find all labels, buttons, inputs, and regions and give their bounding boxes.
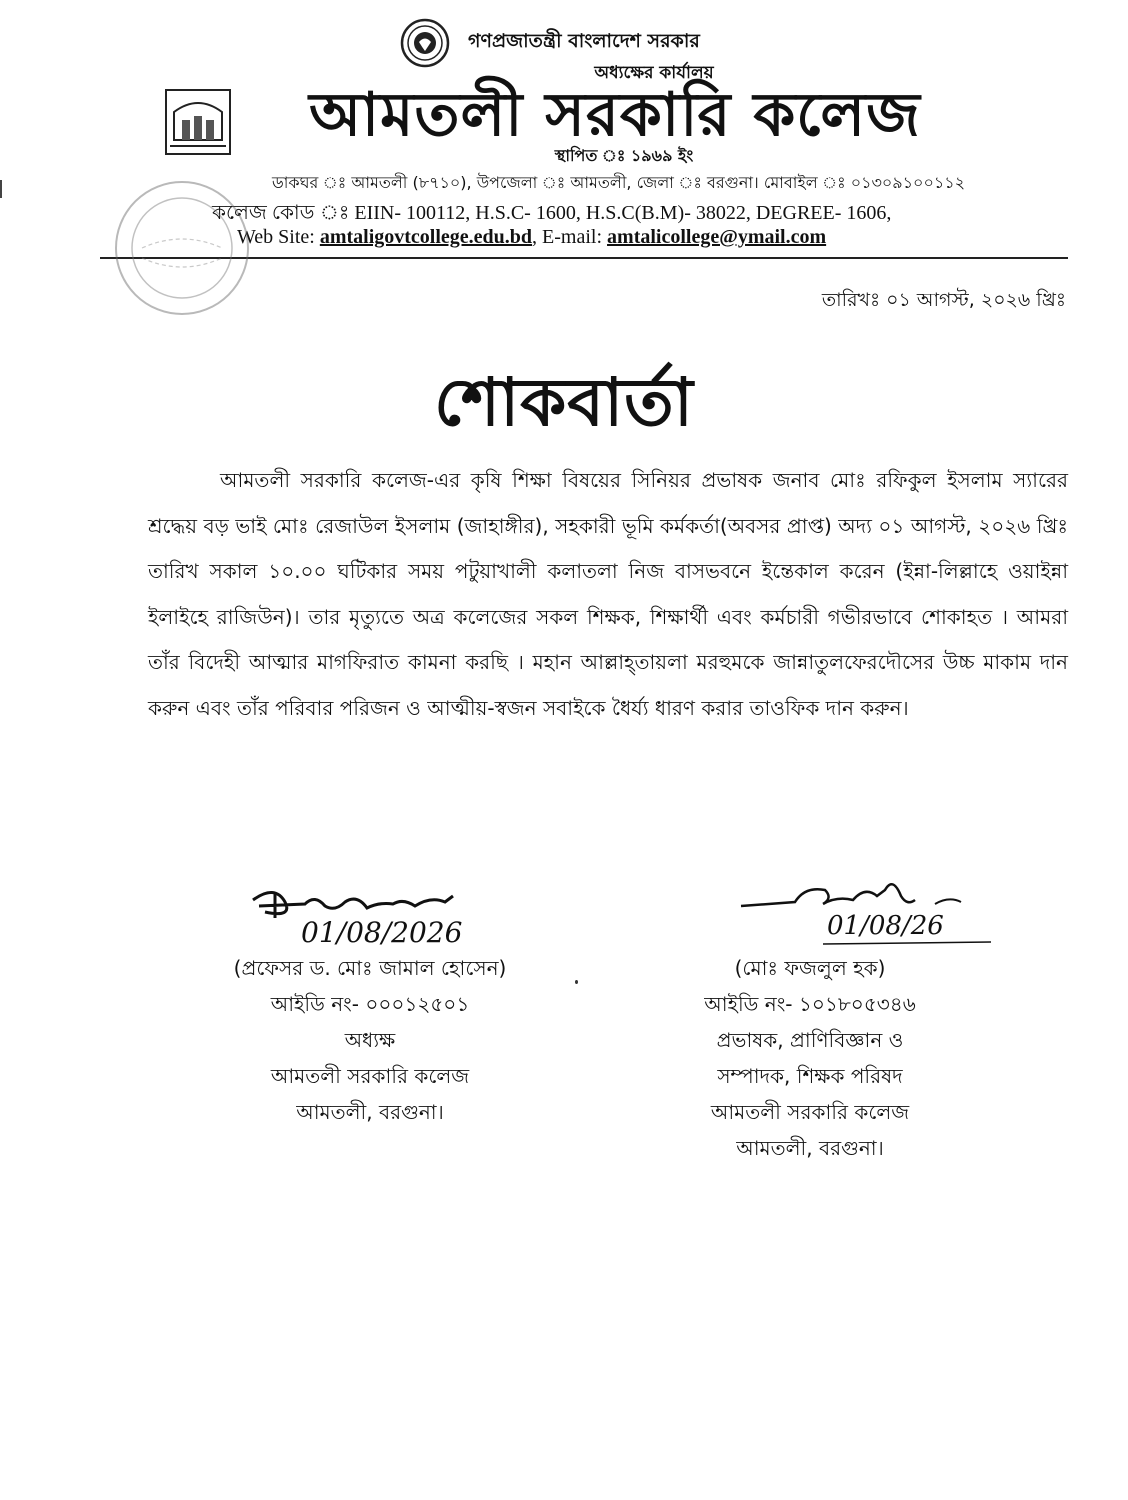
secretary-id: আইডি নং- ১০১৮০৫৩৪৬	[704, 992, 916, 1016]
principal-id: আইডি নং- ০০০১২৫০১	[270, 992, 470, 1016]
principal-name: (প্রফেসর ড. মোঃ জামাল হোসেন)	[233, 956, 507, 980]
principal-institution: আমতলী সরকারি কলেজ	[270, 1064, 470, 1088]
secretary-signature-block	[600, 950, 1020, 1166]
letter-date: তারিখঃ ০১ আগস্ট, ২০২৬ খ্রিঃ	[821, 289, 1066, 311]
established-year: স্থাপিত ঃ ১৯৬৯ ইং	[554, 146, 694, 165]
principal-location: আমতলী, বরগুনা।	[296, 1100, 444, 1124]
scan-speck	[575, 980, 578, 984]
secretary-institution: আমতলী সরকারি কলেজ	[710, 1100, 910, 1124]
email-link[interactable]: amtalicollege@ymail.com	[607, 226, 827, 248]
college-address: ডাকঘর ঃ আমতলী (৮৭১০), উপজেলা ঃ আমতলী, জেলা ঃ বরগুনা। মোবাইল ঃ ০১৩০৯১০০১১২	[272, 173, 966, 192]
email-label: , E-mail:	[532, 226, 603, 248]
principal-signature-icon	[245, 872, 475, 952]
principal-signature-date: 01/08/2026	[301, 916, 463, 949]
college-name: আমতলী সরকারি কলেজ	[309, 80, 921, 150]
round-office-seal-icon	[112, 178, 252, 318]
government-title: গণপ্রজাতন্ত্রী বাংলাদেশ সরকার	[468, 30, 700, 52]
principal-designation: অধ্যক্ষ	[344, 1028, 396, 1052]
secretary-name: (মোঃ ফজলুল হক)	[734, 956, 886, 980]
principal-signature-block	[150, 950, 590, 1130]
secretary-signature-icon	[735, 856, 995, 951]
letter-heading: শোকবার্তা	[434, 364, 694, 441]
web-label: Web Site:	[237, 226, 315, 248]
condolence-text: আমতলী সরকারি কলেজ-এর কৃষি শিক্ষা বিষয়ের সিনিয়র প্রভাষক জনাব মোঃ রফিকুল ইসলাম স্যারের শ্রদ্ধেয় বড় ভাই মোঃ রেজাউল ইসলাম (জাহাঙ্গীর), সহকারী ভূমি কর্মকর্তা(অবসর প্রাপ্ত) অদ্য ০১ আগস্ট, ২০২৬ খ্রিঃ তারিখ সকাল ১০.০০ ঘটিকার সময় পটুয়াখালী কলাতলা নিজ বাসভবনে ইন্তেকাল করেন (ইন্না-লিল্লাহে ওয়াইন্না ইলাইহে রাজিউন)। তার মৃত্যুতে অত্র কলেজের সকল শিক্ষক, শিক্ষার্থী এবং কর্মচারী গভীরভাবে শোকাহত । আমরা তাঁর বিদেহী আত্মার মাগফিরাত কামনা করছি । মহান আল্লাহ্তায়লা মরহুমকে জান্নাতুলফেরদৌসের উচ্চ মাকাম দান করুন এবং তাঁর পরিবার পরিজন ও আত্মীয়-স্বজন সবাইকে ধৈর্য্য ধারণ করার তাওফিক দান করুন।	[148, 468, 1068, 720]
web-and-email	[237, 226, 826, 249]
office-title: অধ্যক্ষের কার্যালয়	[594, 63, 714, 83]
college-codes: কলেজ কোড ঃ EIIN- 100112, H.S.C- 1600, H.S.C(B.M)- 38022, DEGREE- 1606,	[212, 202, 892, 224]
condolence-body	[148, 458, 1068, 731]
website-link[interactable]: amtaligovtcollege.edu.bd	[319, 226, 533, 248]
secretary-location: আমতলী, বরগুনা।	[736, 1136, 884, 1160]
secretary-designation: প্রভাষক, প্রাণিবিজ্ঞান ও	[716, 1028, 904, 1052]
secretary-role: সম্পাদক, শিক্ষক পরিষদ	[717, 1064, 903, 1088]
scan-edge-mark	[0, 180, 2, 198]
secretary-signature-date: 01/08/26	[827, 911, 944, 941]
